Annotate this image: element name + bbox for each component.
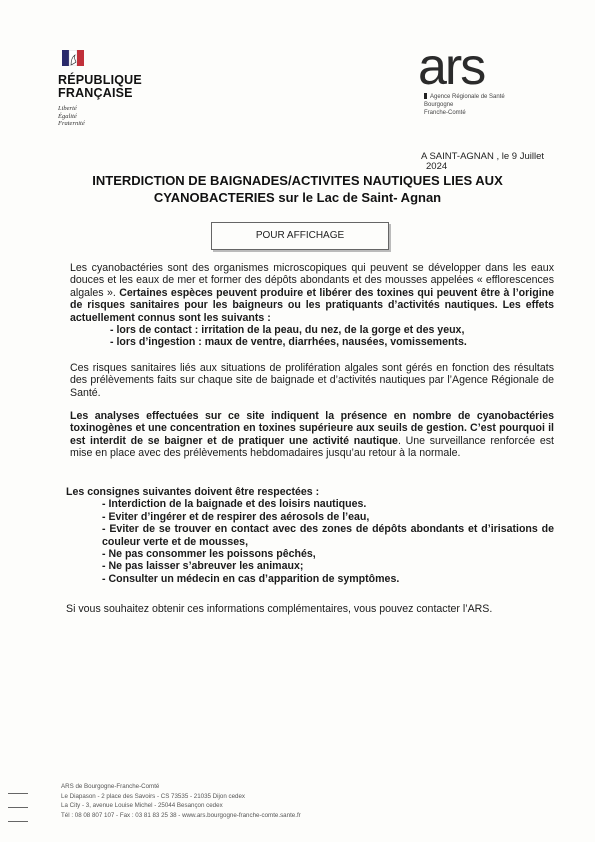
ars-wordmark: ars — [418, 46, 485, 92]
title-line1: INTERDICTION DE BAIGNADES/ACTIVITES NAUTIQUES LIES AUX — [92, 173, 503, 188]
republique-francaise-logo — [58, 50, 168, 128]
paragraph-analysis — [70, 410, 554, 460]
footer-line1: ARS de Bourgogne-Franche-Comté — [61, 783, 160, 790]
instructions-list — [66, 498, 554, 585]
analysis-bold-text: Les analyses effectuées sur ce site indiquent la présence en nombre de cyanobactéries toxinogènes et une concentration en toxines supérieure aux seuils de gestion. C’est pourquoi il est interdit de se baigner et de pratiquer une activité nautique — [70, 410, 554, 447]
ars-subtitle — [424, 93, 505, 117]
list-item: - Eviter d’ingérer et de respirer des aérosols de l’eau, — [102, 510, 370, 523]
list-item — [70, 324, 554, 336]
marianne-icon — [62, 50, 84, 66]
paragraph-risks: Ces risques sanitaires liés aux situations de prolifération algales sont gérés en fonction des résultats des prélèvements faits sur chaque site de baignade et d’activités nautiques par l’Agence Régionale de Santé. — [70, 362, 554, 399]
page-title — [60, 172, 535, 206]
pour-affichage-box: POUR AFFICHAGE — [211, 222, 389, 250]
fold-marks — [8, 793, 28, 833]
analysis-text: . Une surveillance renforcée est mise en place avec des prélèvements hebdomadaires jusqu’au retour à la normale. — [70, 434, 554, 460]
footer-line3: La City - 3, avenue Louise Michel - 25044 Besançon cedex — [61, 802, 223, 810]
title-location: sur le Lac de Saint- Agnan — [274, 190, 442, 205]
effect-ingestion-text: maux de ventre, diarrhées, nausées, vomissements. — [204, 336, 467, 349]
ars-logo — [416, 46, 556, 126]
rf-motto-liberte: Liberté — [58, 105, 77, 112]
ars-sub-line3: Franche-Comté — [424, 110, 466, 116]
rf-name-line1: RÉPUBLIQUE — [58, 73, 142, 87]
effects-list — [70, 324, 554, 349]
ars-wordmark-icon — [416, 46, 556, 92]
list-item: - Ne pas consommer les poissons pêchés, — [102, 548, 316, 561]
rf-name-line2: FRANÇAISE — [58, 86, 133, 100]
rf-motto-egalite: Égalité — [58, 112, 77, 120]
title-line2 — [60, 189, 535, 206]
ars-sub-line2: Bourgogne — [424, 102, 454, 108]
paragraph-contact: Si vous souhaitez obtenir ces informations complémentaires, vous pouvez contacter l’ARS. — [66, 603, 493, 615]
ars-sub-line1: Agence Régionale de Santé — [430, 94, 505, 100]
fold-mark — [8, 821, 28, 822]
paragraph-instructions — [66, 486, 554, 585]
effect-contact-text: irritation de la peau, du nez, de la gorge et des yeux, — [201, 324, 465, 337]
list-item: - Ne pas laisser s’abreuver les animaux; — [102, 560, 304, 573]
footer-line2: Le Diapason - 2 place des Savoirs - CS 73535 - 21035 Dijon cedex — [61, 792, 246, 800]
paragraph-intro — [70, 262, 554, 349]
list-item — [70, 336, 554, 348]
title-cyanobacteries: CYANOBACTERIES — [153, 190, 275, 205]
intro-bold-text: Certaines espèces peuvent produire et libérer des toxines qui peuvent être à l’origine de risques sanitaires pour les baigneurs ou les pratiquants d’activités nautiques. Les effets actuellement connus sont les suivants : — [70, 286, 555, 324]
place-date-line2: 2024 — [426, 161, 448, 172]
rf-name — [58, 74, 168, 100]
list-item: - Consulter un médecin en cas d’apparition de symptômes. — [102, 572, 400, 585]
instructions-heading: Les consignes suivantes doivent être respectées : — [66, 486, 320, 498]
rf-motto-fraternite: Fraternité — [58, 120, 85, 127]
rf-motto — [58, 105, 168, 128]
fold-mark — [8, 807, 28, 808]
intro-text: Les cyanobactéries sont des organismes microscopiques qui peuvent se développer dans les eaux douces et les eaux de mer et former des dépôts abondants et des mousses appelées « efflorescences algales ». — [70, 262, 554, 299]
footer-line4: Tél : 08 08 807 107 - Fax : 03 81 83 25 38 - www.ars.bourgogne-franche-comte.sante.fr — [61, 811, 301, 819]
effect-contact-label: - lors de contact : — [110, 324, 202, 337]
place-date — [421, 152, 571, 172]
place-date-line1: A SAINT-AGNAN , le 9 Juillet — [421, 151, 545, 162]
list-item: - Eviter de se trouver en contact avec des zones de dépôts abondants et d’irisations de couleur verte et de mousses, — [102, 523, 554, 548]
footer-address — [61, 782, 531, 820]
effect-ingestion-label: - lors d’ingestion : — [110, 336, 205, 349]
list-item: - Interdiction de la baignade et des loisirs nautiques. — [102, 498, 367, 511]
ars-bar-icon — [424, 93, 427, 99]
fold-mark — [8, 793, 28, 794]
